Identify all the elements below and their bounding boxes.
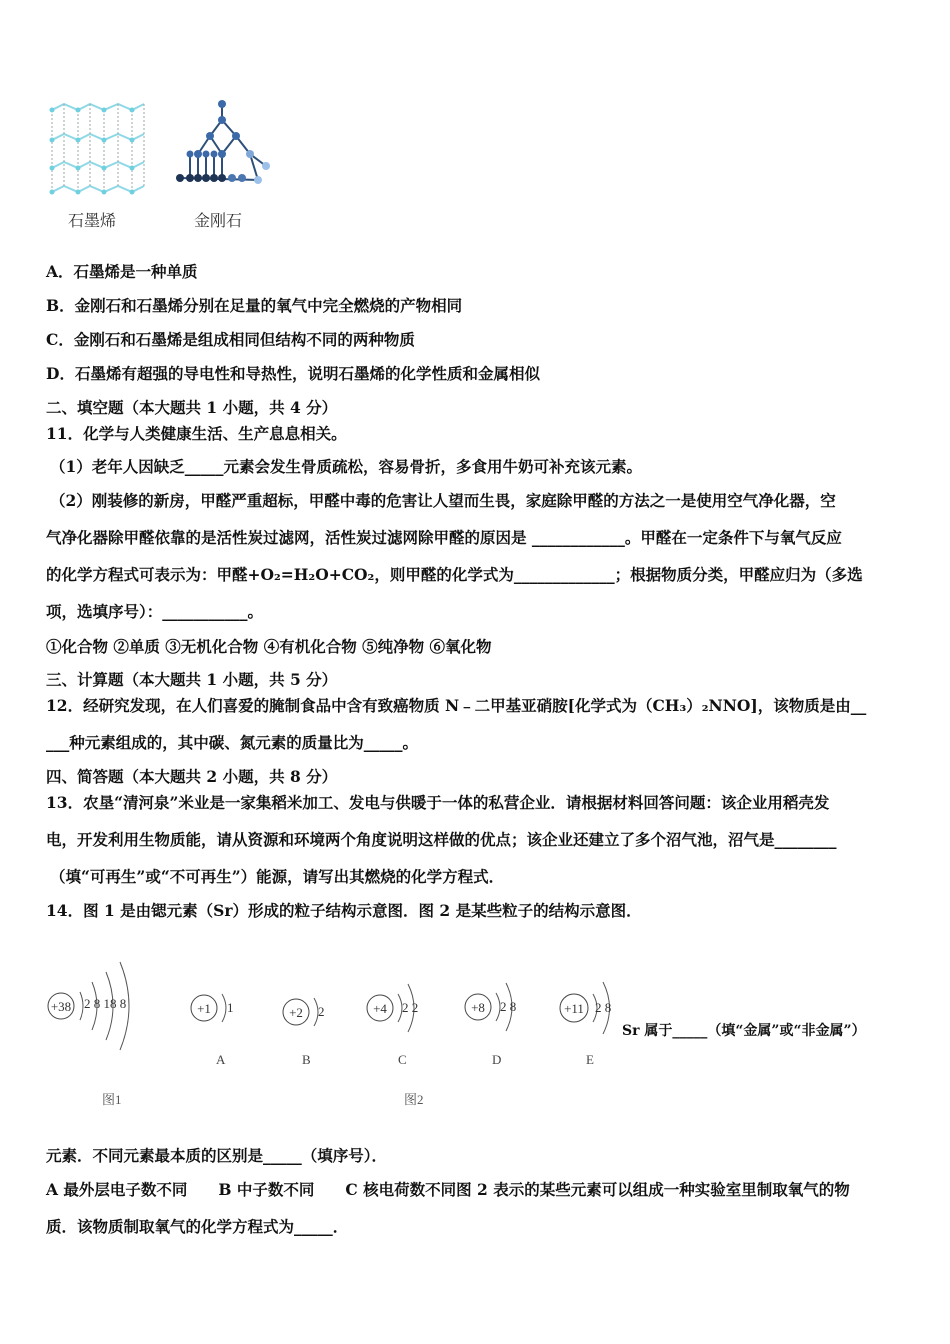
particle-a-shells: 1 bbox=[227, 1000, 234, 1015]
q12-line1: 12．经研究发现，在人们喜爱的腌制食品中含有致癌物质 N﹣二甲基亚硝胺[化学式为（CH₃）₂NNO]，该物质是由__ bbox=[46, 696, 867, 715]
q12-line2: ___种元素组成的，其中碳、氮元素的质量比为_____。 bbox=[46, 733, 419, 752]
particle-b bbox=[283, 998, 325, 1026]
particle-d-shells: 2 8 bbox=[500, 999, 517, 1014]
label-c: C bbox=[398, 1052, 407, 1065]
label-b: B bbox=[302, 1052, 311, 1065]
graphene-label: 石墨烯 bbox=[68, 211, 117, 230]
atom-structure-diagram bbox=[40, 950, 630, 1065]
particle-c-nucleus: +4 bbox=[373, 1001, 387, 1016]
q11-stem: 11．化学与人类健康生活、生产息息相关。 bbox=[46, 424, 347, 443]
section2-heading: 二、填空题（本大题共 1 小题，共 4 分） bbox=[46, 398, 338, 417]
particle-a-nucleus: +1 bbox=[197, 1001, 211, 1016]
label-e: E bbox=[586, 1052, 594, 1065]
q10-option-a: A．石墨烯是一种单质 bbox=[46, 262, 198, 281]
particle-e bbox=[560, 982, 611, 1034]
diamond-structure-image bbox=[170, 98, 280, 193]
particle-d-nucleus: +8 bbox=[471, 1000, 485, 1015]
q10-option-d: D．石墨烯有超强的导电性和导热性，说明石墨烯的化学性质和金属相似 bbox=[46, 364, 540, 383]
diamond-label: 金刚石 bbox=[194, 211, 243, 230]
particle-d bbox=[465, 983, 516, 1031]
label-d: D bbox=[492, 1052, 502, 1065]
label-a: A bbox=[216, 1052, 226, 1065]
q14-line2: A 最外层电子数不同 B 中子数不同 C 核电荷数不同图 2 表示的某些元素可以组成一种实验室里制取氧气的物 bbox=[46, 1180, 850, 1199]
q10-option-c: C．金刚石和石墨烯是组成相同但结构不同的两种物质 bbox=[46, 330, 415, 349]
fig1-label: 图1 bbox=[102, 1092, 122, 1107]
particle-b-nucleus: +2 bbox=[289, 1005, 303, 1020]
q14-line3: 质．该物质制取氧气的化学方程式为_____． bbox=[46, 1217, 349, 1236]
q13-line2: 电，开发利用生物质能，请从资源和环境两个角度说明这样做的优点；该企业还建立了多个沼气池，沼气是________ bbox=[46, 830, 837, 849]
particle-e-shells: 2 8 bbox=[595, 1000, 612, 1015]
q11-part1: （1）老年人因缺乏_____元素会发生骨质疏松，容易骨折，多食用牛奶可补充该元素。 bbox=[50, 457, 643, 476]
q10-option-b: B．金刚石和石墨烯分别在足量的氧气中完全燃烧的产物相同 bbox=[46, 296, 463, 315]
q13-line1: 13．农垦“清河泉”米业是一家集稻米加工、发电与供暖于一体的私营企业．请根据材料回答问题：该企业用稻壳发 bbox=[46, 793, 830, 812]
sr-atom bbox=[48, 962, 129, 1050]
q11-part2-line3: 的化学方程式可表示为：甲醛+O₂=H₂O+CO₂，则甲醛的化学式为_____________；根据物质分类，甲醛应归为（多选 bbox=[46, 565, 863, 584]
section4-heading: 四、简答题（本大题共 2 小题，共 8 分） bbox=[46, 767, 338, 786]
q13-line3: （填“可再生”或“不可再生”）能源，请写出其燃烧的化学方程式． bbox=[50, 867, 505, 886]
fig2-label: 图2 bbox=[404, 1092, 424, 1107]
particle-a bbox=[191, 994, 234, 1022]
q11-choices: ①化合物 ②单质 ③无机化合物 ④有机化合物 ⑤纯净物 ⑥氧化物 bbox=[46, 637, 492, 656]
q14-line1: 元素．不同元素最本质的区别是_____（填序号）． bbox=[46, 1146, 388, 1165]
particle-b-shells: 2 bbox=[318, 1004, 325, 1019]
q11-part2-line2: 气净化器除甲醛依靠的是活性炭过滤网，活性炭过滤网除甲醛的原因是 ____________。甲醛在一定条件下与氧气反应 bbox=[46, 528, 842, 547]
q11-part2-line4: 项，选填序号）：___________。 bbox=[46, 602, 264, 621]
graphene-structure-image bbox=[44, 100, 154, 200]
particle-c bbox=[367, 984, 418, 1032]
sr-shells: 2 8 18 8 bbox=[84, 996, 127, 1011]
particle-e-nucleus: +11 bbox=[564, 1001, 584, 1016]
q11-part2-line1: （2）刚装修的新房，甲醛严重超标，甲醛中毒的危害让人望而生畏，家庭除甲醛的方法之一是使用空气净化器，空 bbox=[50, 491, 836, 510]
section3-heading: 三、计算题（本大题共 1 小题，共 5 分） bbox=[46, 670, 338, 689]
sr-metal-question: Sr 属于_____（填“金属”或“非金属”） bbox=[622, 1023, 866, 1039]
particle-c-shells: 2 2 bbox=[402, 1000, 419, 1015]
q14-stem: 14．图 1 是由锶元素（Sr）形成的粒子结构示意图．图 2 是某些粒子的结构示意图． bbox=[46, 901, 642, 920]
sr-nucleus: +38 bbox=[50, 999, 72, 1014]
